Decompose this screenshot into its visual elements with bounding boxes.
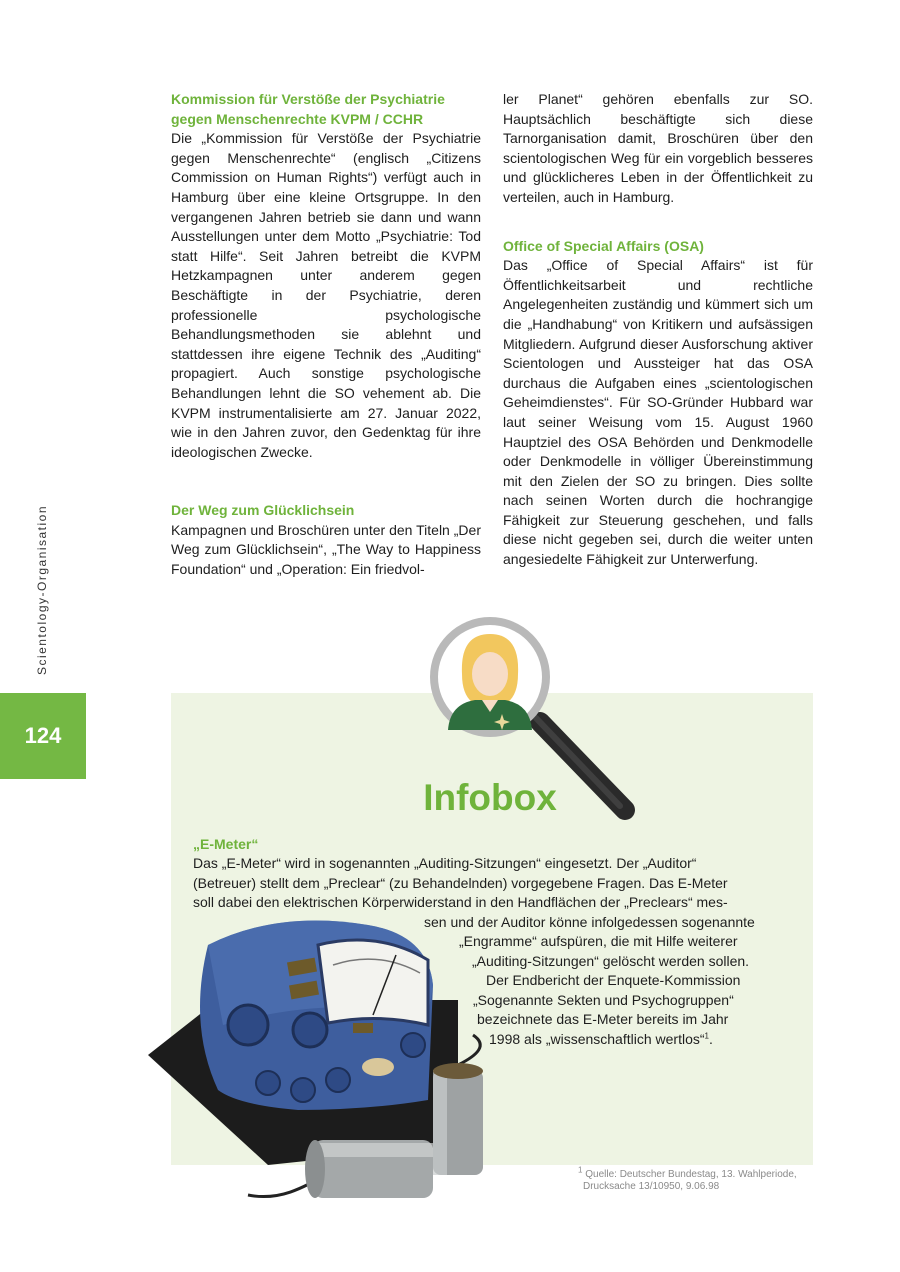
infobox-line: (Betreuer) stellt dem „Preclear“ (zu Behandelnden) vorgegebene Fragen. Das E-Meter	[193, 875, 728, 891]
footnote-marker: 1	[578, 1165, 583, 1175]
infobox-title: Infobox	[423, 777, 557, 818]
infobox-line: Der Endbericht der Enquete-Kommission	[486, 972, 741, 988]
infobox-line: bezeichnete das E-Meter bereits im Jahr	[477, 1011, 729, 1027]
kvpm-heading-line1: Kommission für Verstöße der Psychiatrie	[171, 91, 445, 107]
kvpm-heading	[171, 90, 481, 129]
happiness-paragraph-continued: ler Planet“ gehören ebenfalls zur SO. Hauptsächlich beschäftigte sich diese Tarnorganisation damit, Broschüren über den scientologischen Weg für ein vorgeblich besseres und glücklicheres Leben in der Öffentlichkeit zu verteilen, auch in Hamburg.	[503, 91, 813, 205]
infobox-line: soll dabei den elektrischen Körperwiderstand in den Handflächen der „Preclears“ mes-	[193, 894, 728, 910]
infobox-line: „Sogenannte Sekten und Psychogruppen“	[473, 992, 734, 1008]
happiness-paragraph: Kampagnen und Broschüren unter den Titeln „Der Weg zum Glücklichsein“, „The Way to Happiness Foundation“ und „Operation: Ein friedvol-	[171, 521, 481, 578]
osa-heading: Office of Special Affairs (OSA)	[503, 237, 704, 254]
kvpm-heading-line2: gegen Menschenrechte KVPM / CCHR	[171, 110, 424, 127]
section-side-label: Scientology-Organisation	[35, 504, 49, 676]
footnote-line2: Drucksache 13/10950, 9.06.98	[583, 1181, 720, 1192]
happiness-heading: Der Weg zum Glücklichsein	[171, 502, 355, 519]
infobox-line: sen und der Auditor könne infolgedessen sogenannte	[424, 914, 755, 930]
infobox-line: Das „E-Meter“ wird in sogenannten „Auditing-Sitzungen“ eingesetzt. Der „Auditor“	[193, 855, 697, 871]
infobox-line-text: 1998 als „wissenschaftlich wertlos“	[489, 1031, 705, 1047]
kvpm-paragraph: Die „Kommission für Verstöße der Psychiatrie gegen Menschenrechte“ (englisch „Citizens Commission on Human Rights“) verfügt auch in Hamburg über eine kleine Ortsgruppe. In den vergangenen Jahren betrieb sie dann und wann Ausstellungen unter dem Motto „Psychiatrie: Tod statt Hilfe“. Seit Jahren betreibt die KVPM Hetzkampagnen unter anderem gegen Beschäftigte in der Psychiatrie, deren professionelle psychologische Behandlungsmethoden sie ablehnt und stattdessen ihre eigene Technik des „Auditing“ propagiert. Auch sonstige psychologische Behandlungen lehnt die SO vehement ab. Die KVPM instrumentalisierte am 27. Januar 2022, wie in den Jahren zuvor, den Gedenktag für ihre ideologischen Zwecke.	[171, 130, 481, 460]
infobox-line-last: 1998 als „wissenschaftlich wertlos“$^1$.	[489, 1031, 713, 1047]
osa-paragraph: Das „Office of Special Affairs“ ist für Öffentlichkeitsarbeit und rechtliche Angelegenheiten zuständig und kümmert sich um die „Handhabung“ von Kritikern und aufsässigen Mitgliedern. Aufgrund dieser Ausforschung aktiver Scientologen und Aussteiger hat das OSA durchaus die Aufgaben eines „scientologischen Geheimdienstes“. Für SO-Gründer Hubbard war laut seiner Weisung vom 15. August 1960 Hauptziel des OSA Behörden und Denkmodelle oder Denkmodelle in völliger Übereinstimmung mit den Zielen der SO zu bringen. Dies sollte nach seinen Worten durch die hochrangige Fähigkeit zur Steuerung geschehen, und falls diese nicht gegeben sei, durch die weiter unten angesiedelte Fähigkeit zur Unterwerfung.	[503, 257, 813, 568]
emeter-heading: „E-Meter“	[193, 836, 259, 852]
footnote-line1: Quelle: Deutscher Bundestag, 13. Wahlperiode,	[585, 1169, 797, 1180]
infobox-line: „Auditing-Sitzungen“ gelöscht werden sollen.	[472, 953, 750, 969]
right-column	[503, 90, 813, 570]
footnote	[578, 1165, 797, 1193]
infobox-line: „Engramme“ aufspüren, die mit Hilfe weiterer	[459, 933, 738, 949]
left-column	[171, 90, 481, 580]
footnote-reference: 1	[704, 1031, 709, 1041]
page-number-tab	[0, 693, 86, 779]
page-number: 124	[24, 723, 62, 748]
